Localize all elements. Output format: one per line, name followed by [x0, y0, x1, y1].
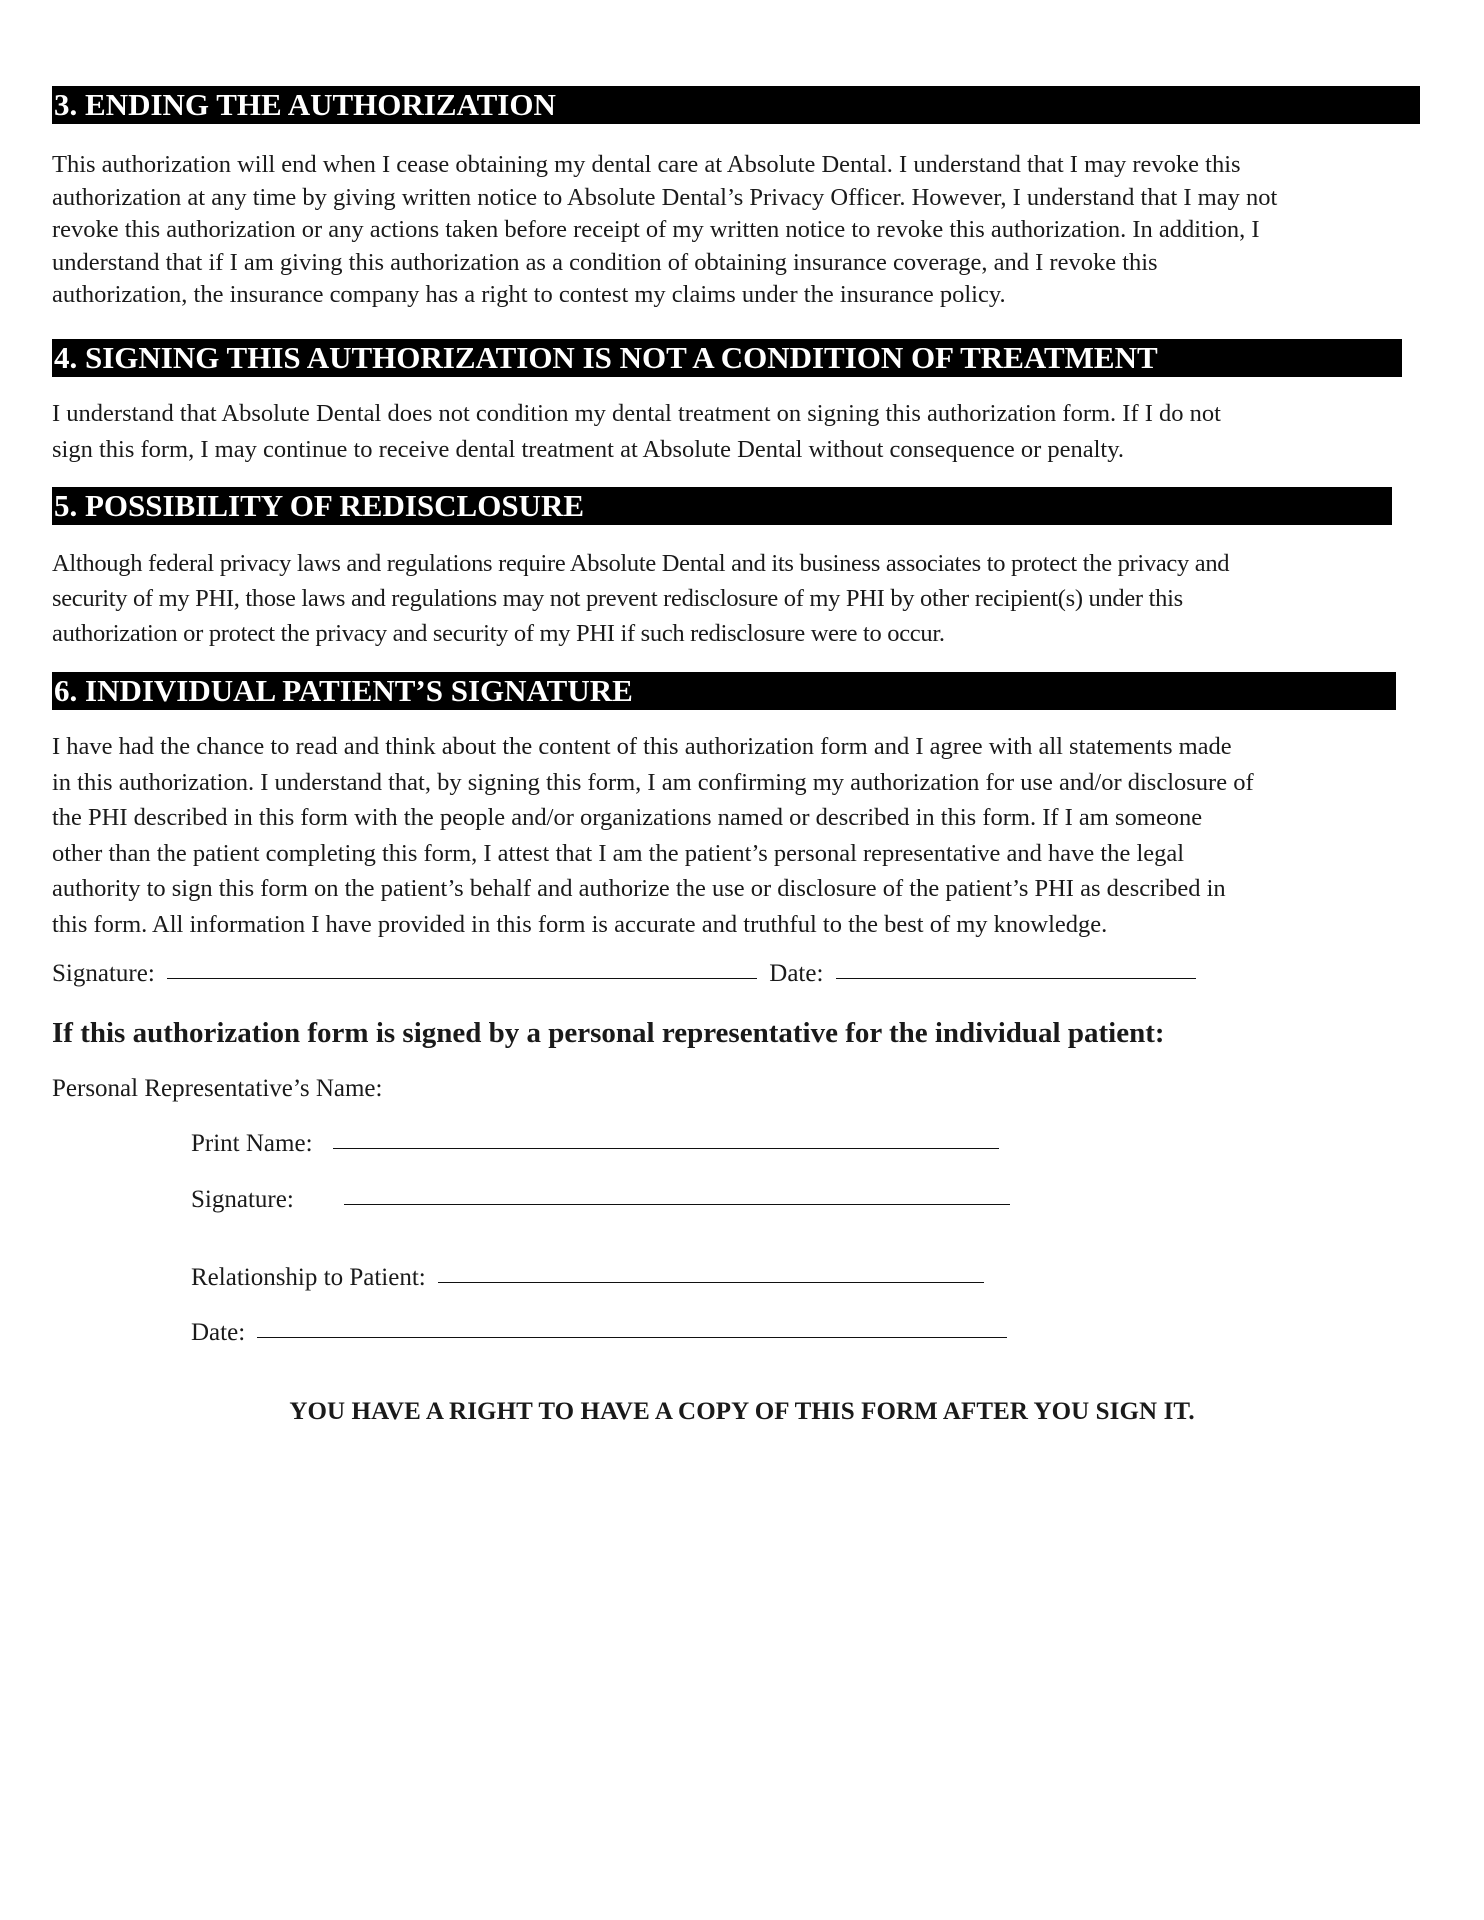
section-3-line: authorization at any time by giving written notice to Absolute Dental’s Privacy Officer. However, I understand that I may not	[52, 183, 1278, 211]
rep-date-row	[191, 1319, 1007, 1347]
section-6-line: other than the patient completing this form, I attest that I am the patient’s personal representative and have the legal	[52, 839, 1185, 867]
relationship-line[interactable]	[438, 1281, 984, 1283]
representative-heading: If this authorization form is signed by a personal representative for the individual patient:	[52, 1017, 1165, 1049]
section-6-line: I have had the chance to read and think about the content of this authorization form and I agree with all statements made	[52, 733, 1232, 760]
section-3-body	[52, 149, 1277, 312]
patient-signature-label: Signature:	[52, 960, 155, 987]
patient-date-line[interactable]	[836, 977, 1196, 979]
print-name-row	[191, 1130, 999, 1158]
copy-right-notice: YOU HAVE A RIGHT TO HAVE A COPY OF THIS FORM AFTER YOU SIGN IT.	[289, 1398, 1195, 1425]
section-6-line: in this authorization. I understand that, by signing this form, I am confirming my authorization for use and/or disclosure of	[52, 768, 1254, 796]
section-3-line: This authorization will end when I cease obtaining my dental care at Absolute Dental. I understand that I may revoke this	[52, 151, 1241, 178]
rep-signature-row	[191, 1186, 1010, 1214]
section-5-line: authorization or protect the privacy and security of my PHI if such redisclosure were to occur.	[52, 620, 945, 647]
section-4-heading: 4. SIGNING THIS AUTHORIZATION IS NOT A CONDITION OF TREATMENT	[52, 339, 1402, 377]
print-name-label: Print Name:	[191, 1130, 313, 1157]
section-6-line: authority to sign this form on the patient’s behalf and authorize the use or disclosure of the patient’s PHI as described in	[52, 875, 1226, 902]
print-name-line[interactable]	[333, 1147, 999, 1149]
section-6-heading: 6. INDIVIDUAL PATIENT’S SIGNATURE	[52, 672, 1396, 710]
section-5-body	[52, 546, 1229, 651]
section-6-line: the PHI described in this form with the people and/or organizations named or described in this form. If I am someone	[52, 804, 1203, 831]
rep-signature-line[interactable]	[344, 1203, 1010, 1205]
patient-date-label: Date:	[769, 960, 824, 987]
section-3-line: understand that if I am giving this authorization as a condition of obtaining insurance coverage, and I revoke this	[52, 248, 1158, 276]
relationship-row	[191, 1264, 984, 1292]
representative-name-label: Personal Representative’s Name:	[52, 1075, 383, 1102]
section-3-heading: 3. ENDING THE AUTHORIZATION	[52, 86, 1420, 124]
relationship-label: Relationship to Patient:	[191, 1264, 426, 1291]
patient-signature-row	[52, 960, 1196, 988]
patient-signature-line[interactable]	[167, 977, 757, 979]
rep-date-line[interactable]	[257, 1336, 1007, 1338]
section-4-line: I understand that Absolute Dental does not condition my dental treatment on signing this authorization form. If I do not	[52, 400, 1221, 427]
section-4-body	[52, 396, 1221, 467]
section-6-body	[52, 729, 1254, 942]
section-5-line: Although federal privacy laws and regulations require Absolute Dental and its business associates to protect the privacy and	[52, 550, 1230, 577]
section-3-line: authorization, the insurance company has a right to contest my claims under the insurance policy.	[52, 281, 1006, 308]
rep-signature-label: Signature:	[191, 1186, 294, 1213]
section-6-line: this form. All information I have provided in this form is accurate and truthful to the best of my knowledge.	[52, 910, 1108, 938]
rep-date-label: Date:	[191, 1319, 246, 1346]
section-5-heading: 5. POSSIBILITY OF REDISCLOSURE	[52, 487, 1392, 525]
section-5-line: security of my PHI, those laws and regulations may not prevent redisclosure of my PHI by other recipient(s) under this	[52, 585, 1183, 612]
section-3-line: revoke this authorization or any actions taken before receipt of my written notice to revoke this authorization. In addition, I	[52, 216, 1260, 243]
section-4-line: sign this form, I may continue to receive dental treatment at Absolute Dental without consequence or penalty.	[52, 435, 1125, 463]
